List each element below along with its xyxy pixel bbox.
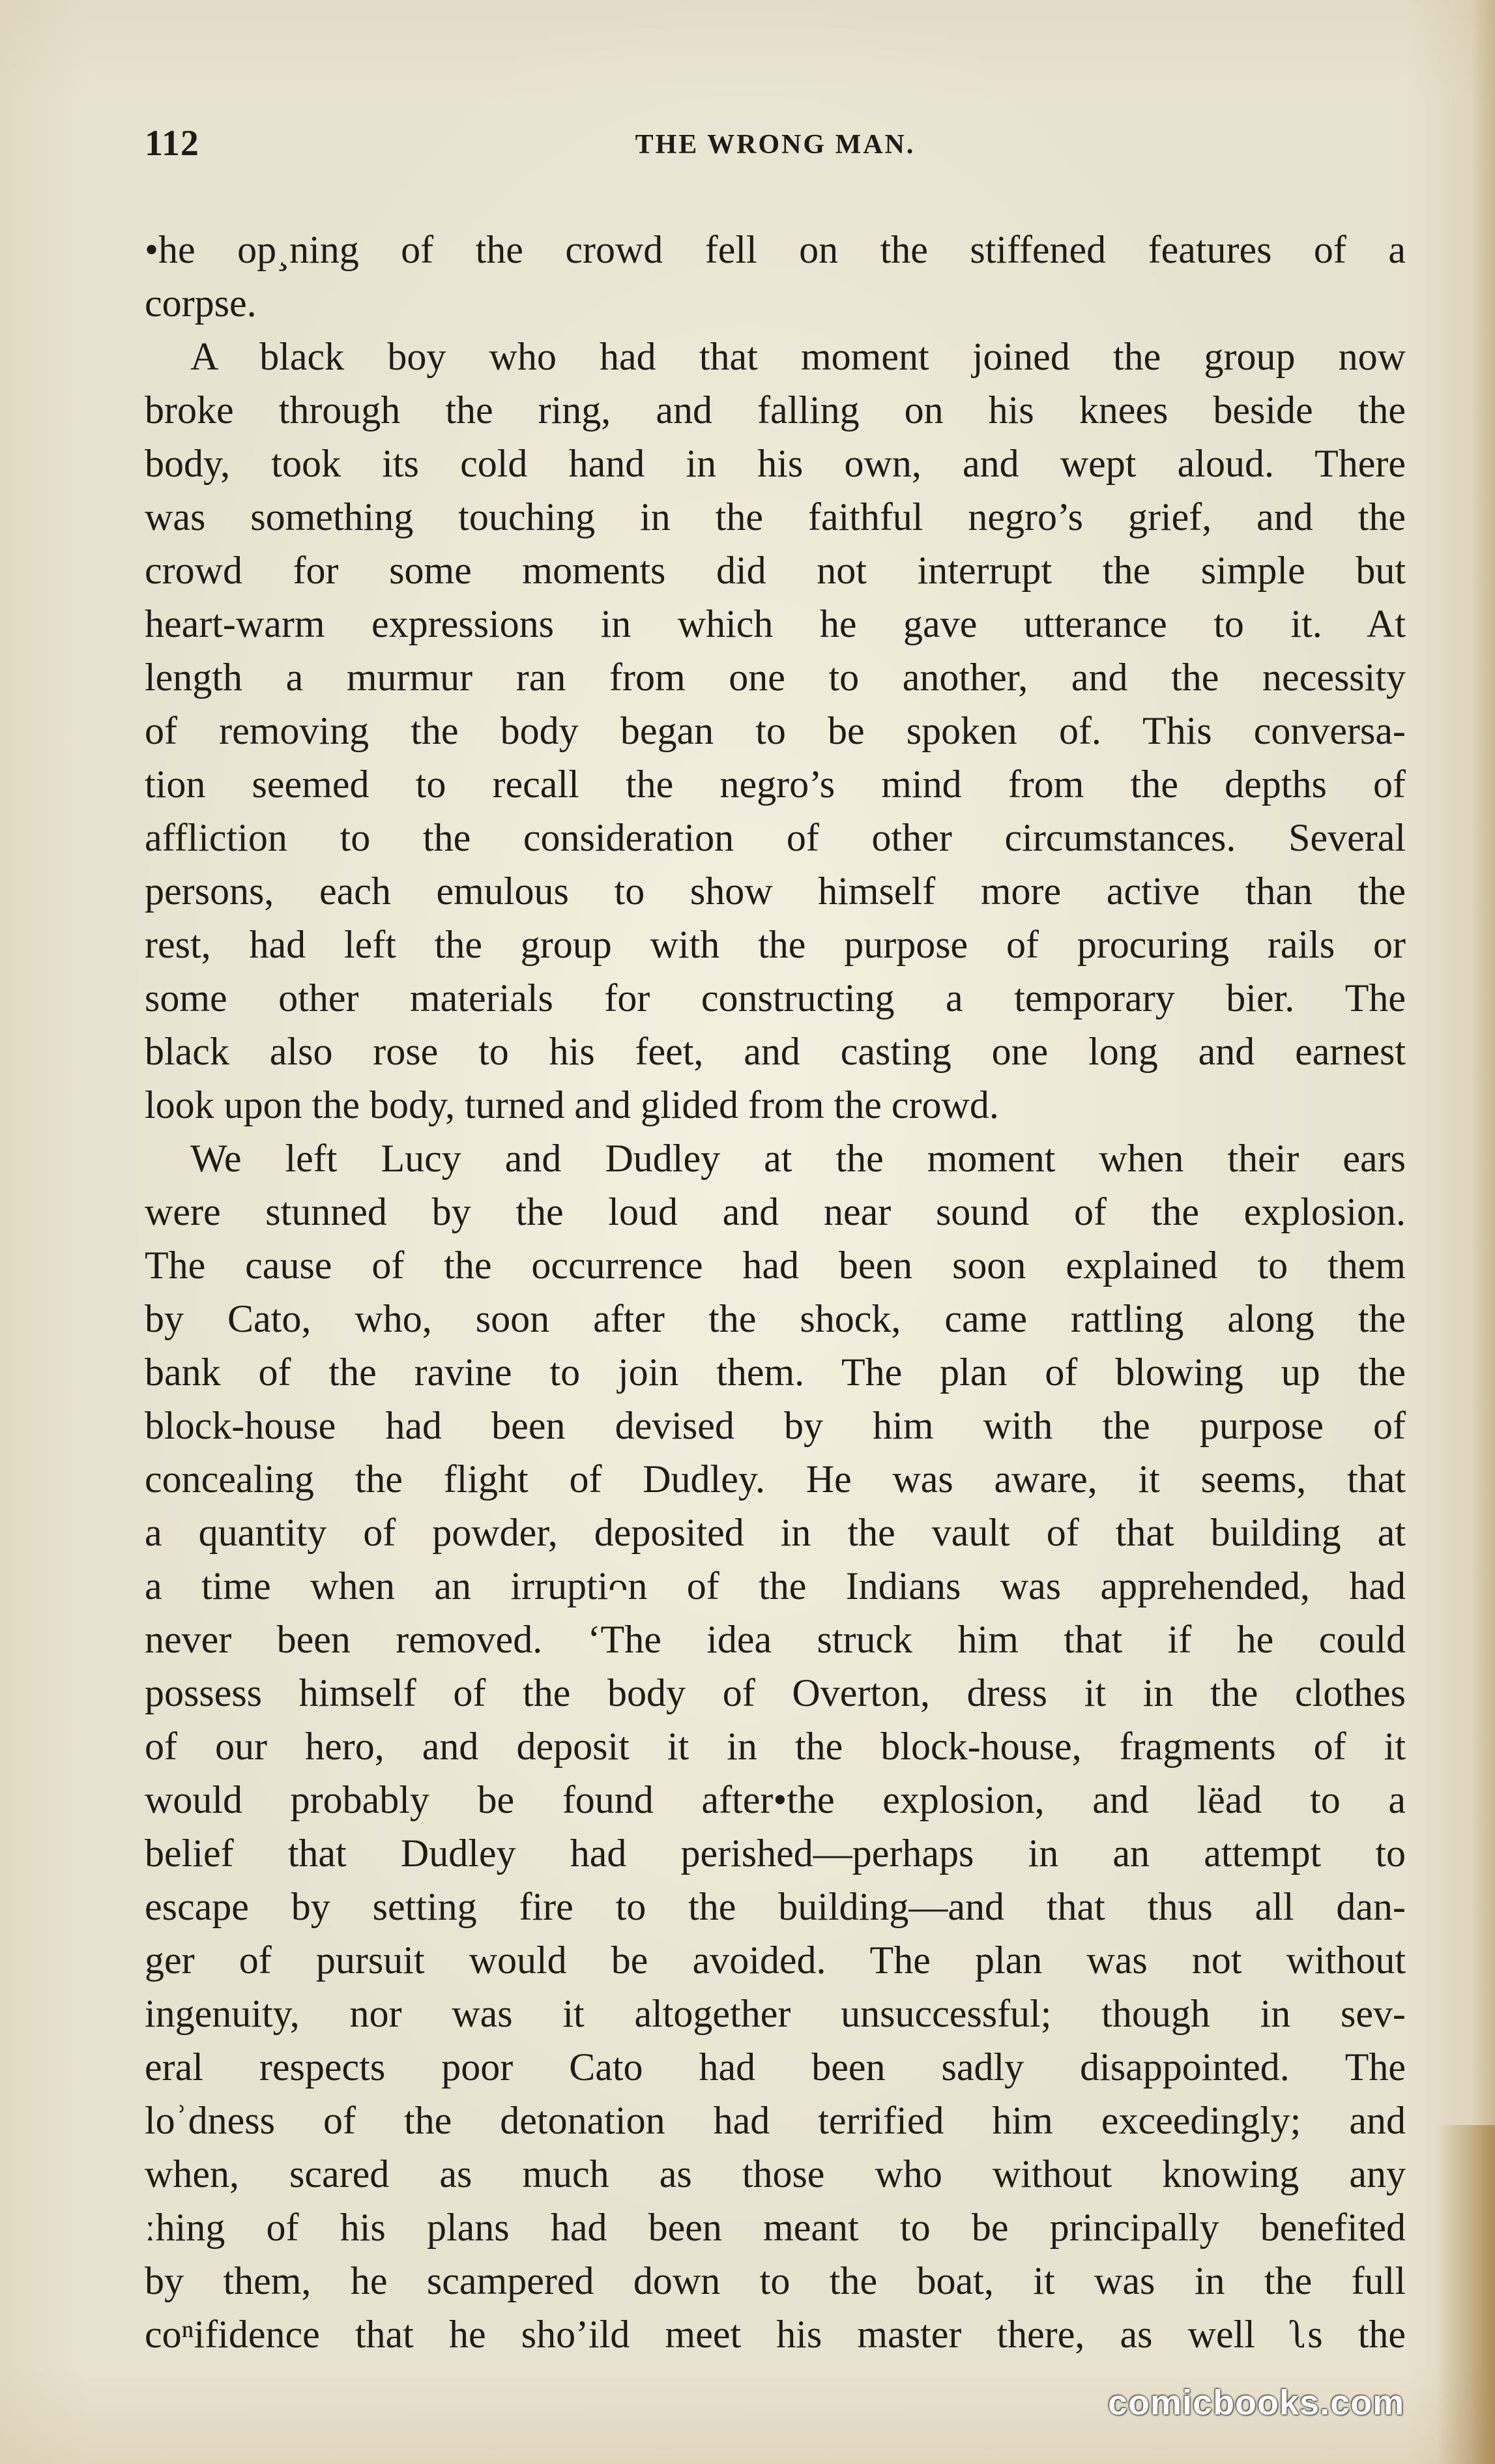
text-line: block-house had been devised by him with the purpose of bbox=[145, 1404, 1406, 1447]
body-text bbox=[145, 223, 1406, 2361]
text-line: would probably be found after•the explosion, and lëad to a bbox=[145, 1778, 1406, 1821]
text-line: A black boy who had that moment joined the group now bbox=[190, 335, 1406, 378]
text-line: ingenuity, nor was it altogether unsuccessful; though in sev- bbox=[145, 1992, 1406, 2035]
text-line: loʾdness of the detonation had terrified him exceedingly; and bbox=[145, 2099, 1406, 2142]
page-header bbox=[145, 123, 1406, 175]
text-line: The cause of the occurrence had been soon explained to them bbox=[145, 1244, 1406, 1287]
text-line: We left Lucy and Dudley at the moment when their ears bbox=[190, 1137, 1406, 1180]
text-line: belief that Dudley had perished—perhaps in an attempt to bbox=[145, 1832, 1406, 1875]
text-line: persons, each emulous to show himself more active than the bbox=[145, 870, 1406, 913]
text-line: black also rose to his feet, and casting one long and earnest bbox=[145, 1030, 1406, 1073]
text-line: escape by setting fire to the building—and that thus all dan- bbox=[145, 1885, 1406, 1928]
page-corner-stain bbox=[1436, 2125, 1495, 2464]
text-line: heart-warm expressions in which he gave utterance to it. At bbox=[145, 602, 1406, 645]
text-line: a time when an irruptiᴖn of the Indians was apprehended, had bbox=[145, 1564, 1406, 1607]
text-line: by Cato, who, soon after the shock, came rattling along the bbox=[145, 1297, 1406, 1340]
text-line: of removing the body began to be spoken of. This conversa- bbox=[145, 709, 1406, 752]
page-number: 112 bbox=[145, 123, 199, 164]
text-line: coⁿifidence that he sho’ild meet his master there, as well ʅs the bbox=[145, 2313, 1406, 2356]
text-line: by them, he scampered down to the boat, it was in the full bbox=[145, 2259, 1406, 2302]
running-head: THE WRONG MAN. bbox=[635, 130, 916, 160]
text-line: affliction to the consideration of other circumstances. Several bbox=[145, 816, 1406, 859]
text-line: corpse. bbox=[145, 282, 257, 325]
text-line: of our hero, and deposit it in the block-house, fragments of it bbox=[145, 1725, 1406, 1768]
text-line: when, scared as much as those who without knowing any bbox=[145, 2152, 1406, 2195]
text-line: possess himself of the body of Overton, dress it in the clothes bbox=[145, 1671, 1406, 1714]
text-line: length a murmur ran from one to another, and the necessity bbox=[145, 656, 1406, 699]
text-line: eral respects poor Cato had been sadly disappointed. The bbox=[145, 2046, 1406, 2089]
page-edge-shadow bbox=[1472, 0, 1495, 2464]
text-line: were stunned by the loud and near sound of the explosion. bbox=[145, 1190, 1406, 1233]
text-line: some other materials for constructing a temporary bier. The bbox=[145, 976, 1406, 1019]
text-line: was something touching in the faithful negro’s grief, and the bbox=[145, 495, 1406, 538]
site-watermark: comicbooks.com bbox=[1108, 2383, 1405, 2422]
text-line: look upon the body, turned and glided from the crowd. bbox=[145, 1083, 999, 1126]
text-line: ger of pursuit would be avoided. The plan was not without bbox=[145, 1939, 1406, 1982]
text-line: rest, had left the group with the purpose of procuring rails or bbox=[145, 923, 1406, 966]
text-line: ːhing of his plans had been meant to be principally benefited bbox=[145, 2206, 1406, 2249]
text-line: never been removed. ‘The idea struck him that if he could bbox=[145, 1618, 1406, 1661]
text-line: a quantity of powder, deposited in the vault of that building at bbox=[145, 1511, 1406, 1554]
text-line: •he op¸ning of the crowd fell on the stiffened features of a bbox=[145, 228, 1406, 271]
text-line: crowd for some moments did not interrupt the simple but bbox=[145, 549, 1406, 592]
text-line: broke through the ring, and falling on his knees beside the bbox=[145, 389, 1406, 432]
text-line: body, took its cold hand in his own, and wept aloud. There bbox=[145, 442, 1406, 485]
text-line: concealing the flight of Dudley. He was aware, it seems, that bbox=[145, 1458, 1406, 1501]
text-line: bank of the ravine to join them. The plan of blowing up the bbox=[145, 1351, 1406, 1394]
text-line: tion seemed to recall the negro’s mind from the depths of bbox=[145, 763, 1406, 806]
